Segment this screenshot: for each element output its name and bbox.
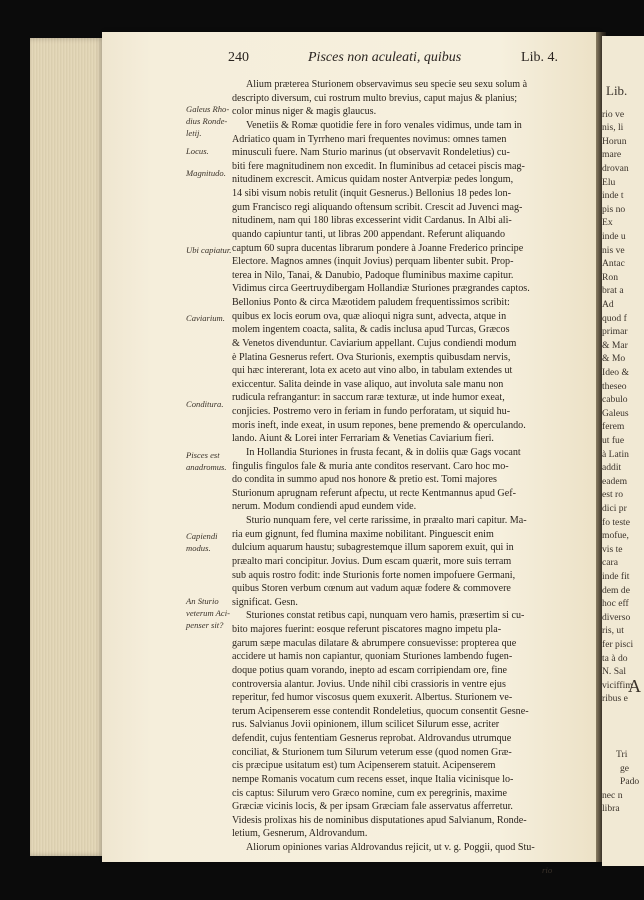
book-label: Lib. 4. <box>521 50 558 65</box>
next-page-line: mofue, <box>602 530 629 542</box>
next-page-line: ut fue <box>602 435 625 446</box>
next-page-line: nis, li <box>602 122 624 134</box>
text-line: garum sæpe maculas dilatare & abrumpere consuevisse: propterea que <box>232 637 517 649</box>
text-line: Adriatico quam in Tyrrheno mari frequentes novimus: omnes tamen <box>232 133 507 145</box>
next-page-line: inde fit <box>602 571 630 582</box>
next-page-line: inde u <box>602 231 626 242</box>
text-line: gum Francisco regi aliquando oftensum scribit. Crescit ad Juvenci mag- <box>232 201 523 213</box>
next-page-line: Ideo & <box>602 367 629 378</box>
margin-note: An Sturio <box>186 596 219 606</box>
next-page-line: hoc eff <box>602 598 629 610</box>
margin-note: penser sit? <box>186 620 224 630</box>
text-line: Electore. Magnos amnes (inquit Jovius) perquam libenter subit. Prop- <box>232 256 514 268</box>
next-page-line: pis no <box>602 203 626 215</box>
next-page-line: ris, ut <box>602 625 624 637</box>
next-page-line: ribus e <box>602 693 628 705</box>
text-line: quibus ex locis eorum ova, quæ alioqui nigra sunt, advecta, atque in <box>232 310 507 322</box>
right-page-fragment <box>602 36 644 866</box>
text-line: do condita in summo apud nos honore & pretio est. Tomi majores <box>232 474 497 486</box>
next-page-line: ferem <box>602 421 625 433</box>
margin-note: Caviarium. <box>186 313 225 323</box>
text-line: conciliat, & Sturionem tum Silurum veterum esse (quod nomen Græ- <box>232 746 512 758</box>
next-page-line: Ex <box>602 217 613 229</box>
next-page-heading: A <box>628 676 641 696</box>
next-page-line: N. Sal <box>602 666 626 678</box>
next-page-line: ta à do <box>602 652 628 664</box>
text-line: Sturionum aprugnam referunt afpectu, ut recte Kentmannus apud Gef- <box>232 487 516 499</box>
margin-note: Locus. <box>186 146 209 156</box>
body-text <box>232 78 559 855</box>
text-line: conjicies. Postremo vero in feriam in fundo perforatam, ut siquid hu- <box>232 406 511 417</box>
text-line: è Platina Gesnerus refert. Ova Sturionis, exemptis quibusdam nervis, <box>232 351 511 363</box>
text-line: præalto mari concipitur. Jovius. Dum escam quærit, more suis terram <box>232 555 512 567</box>
text-line: Aliorum opiniones varias Aldrovandus rejicit, ut v. g. Poggii, quod Stu- <box>246 842 535 853</box>
next-page-line: quod f <box>602 312 627 324</box>
text-line: captum 60 supra ducentas librarum pondere à Joanne Frederico principe <box>232 242 524 254</box>
next-page-line: Galeus <box>602 407 629 419</box>
page-block-edge <box>30 38 104 856</box>
next-page-line: theseo <box>602 380 627 392</box>
margin-note: veterum Aci- <box>186 608 230 618</box>
text-line: Venetiis & Romæ quotidie fere in foro venales vidimus, unde tam in <box>246 119 522 131</box>
next-page-line: Tri <box>616 749 628 760</box>
next-page-line: à Latin <box>602 448 629 460</box>
text-line: lando. Aiunt & Lorei inter Ferrariam & Venetias Caviarium fieri. <box>232 433 494 445</box>
next-page-line: eadem <box>602 475 628 487</box>
text-line: nitudinem, nam qui 180 libras excesserint vidit Cardanus. In Albi ali- <box>232 215 512 227</box>
next-page-line: mare <box>602 149 622 161</box>
next-page-line: dici pr <box>602 503 627 514</box>
text-line: quibus Storen verbum cœnum aut vadum aquæ fodere & commovere <box>232 583 511 595</box>
next-page-line: Horun <box>602 135 627 147</box>
next-page-line: primar <box>602 326 628 338</box>
next-page-line: & Mo <box>602 353 626 365</box>
next-page-line: Elu <box>602 176 616 188</box>
margin-note: anadromus. <box>186 462 227 472</box>
text-line: descripto diversum, cui rostrum multo brevius, caput majus & planius; <box>232 92 518 104</box>
margin-note: Magnitudo. <box>186 168 226 178</box>
text-line: Sturio nunquam fere, vel certe rarissime, in præalto mari capitur. Ma- <box>246 515 527 526</box>
next-page-line: drovan <box>602 163 629 174</box>
next-page-line: ge <box>620 762 630 774</box>
text-line: letium, Gesnerum, Aldrovandum. <box>232 828 368 840</box>
text-line: fingulis fingulos fale & muria ante conditos reservant. Caro hoc mo- <box>232 460 509 472</box>
text-line: rudicula refrangantur: in saccum raræ texturæ, ut inde humor exeat, <box>232 392 505 404</box>
text-line: cis præcipue usitatum est) tum Acipenserem statuit. Acipenserem <box>232 760 496 772</box>
next-page-line: inde t <box>602 190 624 202</box>
text-line: molem ingentem coacta, salita, & cadis inclusa apud Turcas, Græcos <box>232 324 510 336</box>
text-line: nitudinem excrescit. Amicus quidam noster Antverpiæ pedes longum, <box>232 174 514 186</box>
text-line: 14 sibi visum nobis retulit (inquit Gesnerus.) Bellonius 18 pedes lon- <box>232 188 511 199</box>
text-line: terea in Nilo, Tanai, & Danubio, Padoque fluminibus maxime capitur. <box>232 269 514 281</box>
text-line: sub aquis rostro fodit: inde Sturionis forte nomen impofuere Germani, <box>232 569 516 581</box>
next-page-line: addit <box>602 462 622 474</box>
margin-note: Conditura. <box>186 399 224 409</box>
next-page-line: Ad <box>602 299 614 310</box>
text-line: Græciæ vicinis locis, & per ipsam Græciam fale asservatus afferretur. <box>232 801 513 813</box>
next-page-line: cabulo <box>602 394 628 406</box>
text-line: Bellonius Ponto & circa Mæotidem paludem frequentissimos scribit: <box>232 297 510 308</box>
next-page-line: Lib. <box>606 83 628 98</box>
margin-note: Pisces est <box>186 450 220 460</box>
margin-note: Capiendi <box>186 531 218 541</box>
next-page-line: fo teste <box>602 516 630 528</box>
text-line: In Hollandia Sturiones in frusta fecant, & in doliis quæ Gags vocant <box>246 446 521 458</box>
text-line: biti fere magnitudinem non excedit. In fluminibus ad cetacei piscis mag- <box>232 160 525 172</box>
next-page-line: Ron <box>602 271 618 283</box>
catchword: rio <box>542 865 553 875</box>
text-line: minusculi fuere. Nam Sturio marinus (ut observavit Rondeletius) cu- <box>232 147 510 159</box>
next-page-line: cara <box>602 557 618 569</box>
text-line: nempe Romanis vocatum cum recens esset, inque Italia vicinisque lo- <box>232 773 514 785</box>
next-page-line: libra <box>602 803 620 815</box>
text-line: Videsis prolixas his de nominibus disputationes apud Salvianum, Ronde- <box>232 814 527 826</box>
text-line: terum Acipenserem esse contendit Rondeletius, quocum consentit Gesne- <box>232 705 529 717</box>
margin-note: modus. <box>186 543 211 553</box>
margin-note: Galeus Rho- <box>186 104 230 114</box>
text-line: significat. Gesn. <box>232 596 298 608</box>
next-page-line: rio ve <box>602 108 625 120</box>
text-line: bito majores fuerint: eosque referunt piscatores magno impetu pla- <box>232 624 502 635</box>
text-line: Alium præterea Sturionem observavimus seu specie seu sexu solum à <box>246 79 528 90</box>
next-page-line: dem de <box>602 584 630 596</box>
text-line: quando capiuntur tanti, ut libras 200 appendant. Referunt aliquando <box>232 228 506 240</box>
next-page-line: nec n <box>602 789 623 801</box>
text-line: rus. Salvianus Jovii opinionem, illum scilicet Silurum esse, acriter <box>232 719 500 731</box>
text-line: color minus niger & magis glaucus. <box>232 106 377 118</box>
next-page-line: est ro <box>602 489 624 501</box>
text-line: exiccentur. Salita deinde in vase aliquo, aut involuta sale manu non <box>232 378 504 390</box>
text-line: Sturiones constat retibus capi, nunquam vero hamis, præsertim si cu- <box>246 610 525 622</box>
page-number: 240 <box>228 50 249 65</box>
next-page-line: Pado <box>620 776 640 788</box>
text-line: dulcium aquarum haustu; subagrestemque illum saporem exuit, qui in <box>232 542 514 554</box>
next-page-line: brat a <box>602 285 624 297</box>
margin-note: dius Ronde- <box>186 116 228 126</box>
text-line: moris ineft, inde exeat, in usum repones, bene premendo & operculando. <box>232 419 526 431</box>
margin-note: Ubi capiatur. <box>186 245 232 255</box>
next-page-line: Antac <box>602 258 625 270</box>
text-line: nerum. Modum condiendi apud eundem vide. <box>232 501 417 513</box>
next-page-line: fer pisci <box>602 639 634 650</box>
text-line: controversia alantur. Jovius. Unde nihil cibi crassioris in ventre ejus <box>232 678 506 690</box>
page-header <box>228 50 558 68</box>
text-line: accidere ut hamis non capiantur, quoniam Sturiones lambendo fugen- <box>232 651 513 663</box>
next-page-line: viciffim <box>602 679 633 691</box>
text-line: reperitur, fed humor viscosus quem exuxerit. Albertus. Sturionem ve- <box>232 692 513 704</box>
next-page-line: & Mar <box>602 339 628 351</box>
next-page-line: nis ve <box>602 244 625 256</box>
margin-note: letij. <box>186 128 202 138</box>
text-line: & Venetos divenduntur. Caviarium appellant. Cujus condiendi modum <box>232 337 517 349</box>
next-page-line: diverso <box>602 611 631 623</box>
text-line: Vidimus circa Geertruydibergam Hollandiæ Sturiones prægrandes captos. <box>232 283 530 295</box>
text-line: cis captus: Silurum vero Græco nomine, cum ex peregrinis, maxime <box>232 787 507 799</box>
next-page-line: vis te <box>602 543 623 555</box>
text-line: ria eum gignunt, fed flumina maxime nobilitant. Pinguescit enim <box>232 528 494 540</box>
running-title: Pisces non aculeati, quibus <box>308 50 462 65</box>
text-line: defendit, cujus fententiam Gesnerus reprobat. Aldrovandus utrumque <box>232 733 512 744</box>
text-line: qui hæc intererant, lota ex aceto aut vino albo, in tabulam extendes ut <box>232 365 513 377</box>
text-line: doque potius quam vorando, inepto ad escam corripiendam ore, fine <box>232 664 507 676</box>
